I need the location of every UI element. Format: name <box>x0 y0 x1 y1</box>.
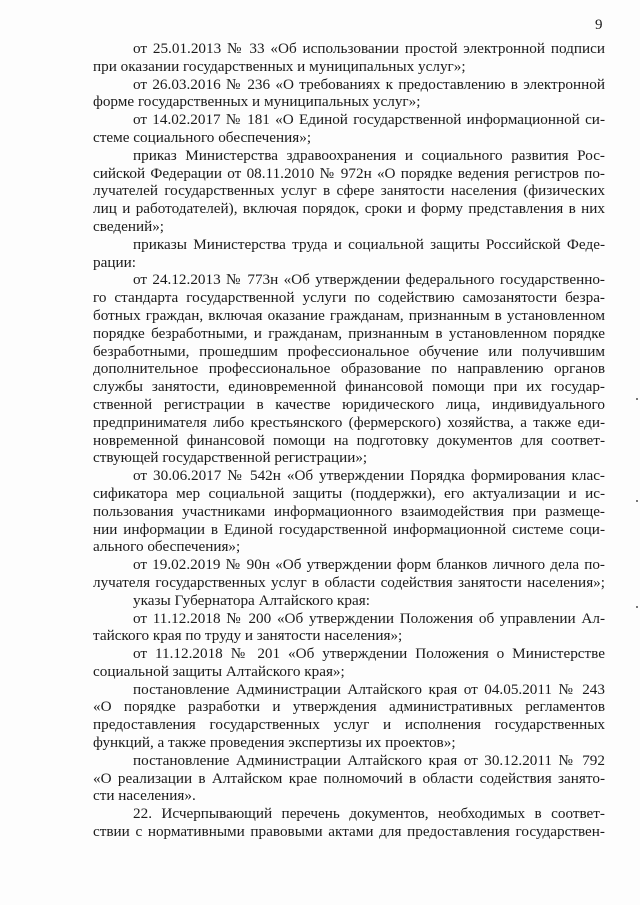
text-line: от 30.06.2017 № 542н «Об утверждении Порядка формирования клас- <box>133 467 605 485</box>
text-line: ствии с нормативными правовыми актами для предоставления государствен- <box>93 823 605 841</box>
text-line: при оказании государственных и муниципальных услуг»; <box>93 57 466 75</box>
text-line: от 19.02.2019 № 90н «Об утверждении форм бланков личного дела по- <box>133 556 605 574</box>
text-line: порядке безработными, и гражданам, признанным в установленном порядке <box>93 324 605 342</box>
text-line: от 14.02.2017 № 181 «О Единой государственной информационной си- <box>133 111 605 129</box>
text-line: рации: <box>93 253 136 271</box>
text-line: 22. Исчерпывающий перечень документов, необходимых в соответ- <box>133 805 605 823</box>
text-line: стеме социального обеспечения»; <box>93 128 312 146</box>
text-line: приказы Министерства труда и социальной защиты Российской Феде- <box>133 235 605 253</box>
text-line: предоставления государственных услуг и исполнения государственных <box>93 716 605 734</box>
text-line: лучателя государственных услуг в области содействия занятости населения»; <box>93 573 605 591</box>
text-line: указы Губернатора Алтайского края: <box>133 591 370 609</box>
text-line: «О порядке разработки и утверждения административных регламентов <box>93 698 605 716</box>
text-line: ственной регистрации в качестве юридического лица, индивидуального <box>93 395 605 413</box>
text-line: сийской Федерации от 08.11.2010 № 972н «О порядке ведения регистров по- <box>93 164 605 182</box>
text-line: функций, а также проведения экспертизы их проектов»; <box>93 734 456 752</box>
scan-artifact <box>636 500 638 502</box>
text-line: от 25.01.2013 № 33 «Об использовании простой электронной подписи <box>133 40 605 57</box>
text-line: приказ Министерства здравоохранения и социального развития Рос- <box>133 146 605 164</box>
text-line: дополнительное профессиональное образование по направлению органов <box>93 360 605 378</box>
text-line: безработными, прошедшим профессиональное обучение или получившим <box>93 342 605 360</box>
text-line: нии информации в Единой государственной информационной системе соци- <box>93 520 605 538</box>
text-line: сификатора мер социальной защиты (поддержки), его актуализации и ис- <box>93 484 605 502</box>
text-line: от 11.12.2018 № 201 «Об утверждении Положения о Министерстве <box>133 645 605 663</box>
text-line: от 24.12.2013 № 773н «Об утверждении федерального государственно- <box>133 271 605 289</box>
text-line: ального обеспечения»; <box>93 538 241 556</box>
document-body <box>93 40 605 841</box>
scan-artifact <box>636 606 638 608</box>
text-line: «О реализации в Алтайском крае полномочий в области содействия занято- <box>93 769 605 787</box>
text-line: лучателей государственных услуг в сфере занятости населения (физических <box>93 182 605 200</box>
text-line: новременной финансовой помощи на подготовку документов для соответ- <box>93 431 605 449</box>
text-line: пользования участниками информационного взаимодействия при размеще- <box>93 502 605 520</box>
text-line: го стандарта государственной услуги по содействию самозанятости безра- <box>93 289 605 307</box>
text-line: тайского края по труду и занятости населения»; <box>93 627 403 645</box>
text-line: постановление Администрации Алтайского края от 30.12.2011 № 792 <box>133 751 605 769</box>
text-line: постановление Администрации Алтайского края от 04.05.2011 № 243 <box>133 680 605 698</box>
text-line: ствующей государственной регистрации»; <box>93 449 368 467</box>
text-line: форме государственных и муниципальных услуг»; <box>93 93 421 111</box>
text-line: от 11.12.2018 № 200 «Об утверждении Положения об управлении Ал- <box>133 609 605 627</box>
page-number: 9 <box>595 17 603 33</box>
text-line: от 26.03.2016 № 236 «О требованиях к предоставлению в электронной <box>133 75 605 93</box>
text-line: социальной защиты Алтайского края»; <box>93 662 345 680</box>
text-line: ботных граждан, включая оказание гражданам, признанным в установленном <box>93 306 605 324</box>
scan-artifact <box>636 398 638 400</box>
text-line: лиц и работодателей), включая порядок, сроки и форму представления в них <box>93 200 605 218</box>
text-line: сведений»; <box>93 217 165 235</box>
text-line: предпринимателя либо крестьянского (фермерского) хозяйства, а также еди- <box>93 413 605 431</box>
text-line: службы занятости, единовременной финансовой помощи при их государ- <box>93 378 605 396</box>
text-line: сти населения». <box>93 787 196 805</box>
